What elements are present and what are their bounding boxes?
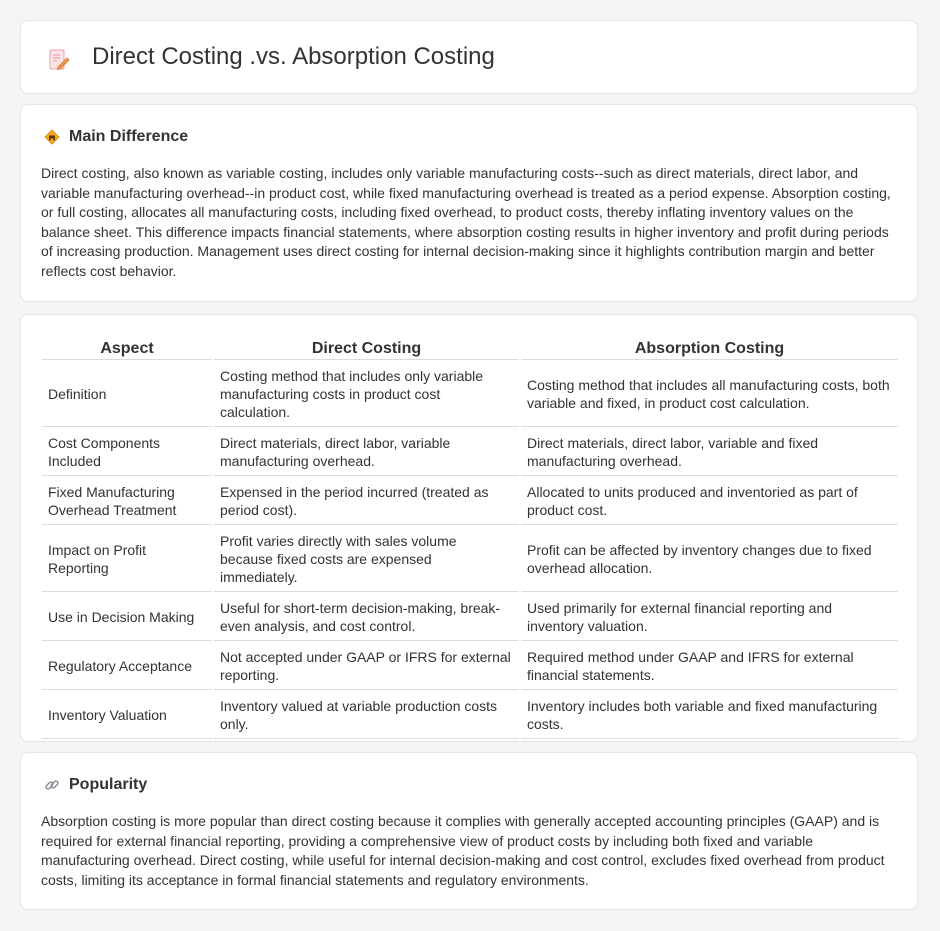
aspect-cell: Cost Components Included (42, 429, 212, 476)
aspect-cell: Regulatory Acceptance (42, 643, 212, 690)
document-pencil-icon (47, 48, 71, 72)
main-difference-section (20, 104, 918, 302)
table-row (42, 643, 898, 690)
diamond-warning-icon (44, 129, 60, 145)
aspect-cell: Definition (42, 362, 212, 427)
direct-costing-cell: Profit varies directly with sales volume because fixed costs are expensed immediately. (214, 527, 519, 592)
direct-costing-cell: Inventory valued at variable production costs only. (214, 692, 519, 739)
link-icon (44, 777, 60, 793)
absorption-costing-cell: Costing method that includes all manufacturing costs, both variable and fixed, in product cost calculation. (521, 362, 898, 427)
absorption-costing-cell: Inventory includes both variable and fixed manufacturing costs. (521, 692, 898, 739)
absorption-costing-cell: Allocated to units produced and inventoried as part of product cost. (521, 478, 898, 525)
table-row (42, 692, 898, 739)
direct-costing-cell: Costing method that includes only variable manufacturing costs in product cost calculation. (214, 362, 519, 427)
absorption-costing-cell: Used primarily for external financial reporting and inventory valuation. (521, 594, 898, 641)
header-direct-costing: Direct Costing (214, 337, 519, 360)
table-row (42, 478, 898, 525)
popularity-heading: Popularity (69, 776, 148, 793)
aspect-cell: Impact on Profit Reporting (42, 527, 212, 592)
direct-costing-cell: Direct materials, direct labor, variable manufacturing overhead. (214, 429, 519, 476)
direct-costing-cell: Expensed in the period incurred (treated as period cost). (214, 478, 519, 525)
aspect-cell: Inventory Valuation (42, 692, 212, 739)
popularity-section (20, 752, 918, 910)
absorption-costing-cell: Required method under GAAP and IFRS for external financial statements. (521, 643, 898, 690)
header-absorption-costing: Absorption Costing (521, 337, 898, 360)
aspect-cell: Fixed Manufacturing Overhead Treatment (42, 478, 212, 525)
absorption-costing-cell: Profit can be affected by inventory changes due to fixed overhead allocation. (521, 527, 898, 592)
absorption-costing-cell: Direct materials, direct labor, variable and fixed manufacturing overhead. (521, 429, 898, 476)
direct-costing-cell: Useful for short-term decision-making, break-even analysis, and cost control. (214, 594, 519, 641)
header-aspect: Aspect (42, 337, 212, 360)
comparison-section (20, 314, 918, 742)
table-row (42, 594, 898, 641)
aspect-cell: Use in Decision Making (42, 594, 212, 641)
table-header-row (42, 337, 898, 360)
popularity-text: Absorption costing is more popular than direct costing because it complies with generally accepted accounting principles (GAAP) and is required for external financial reporting, providing a comprehensive view of product costs by including both fixed and variable manufacturing overhead. Direct costing, while useful for internal decision-making and cost control, excludes fixed overhead from product costs, limiting its acceptance in formal financial statements and regulatory environments. (41, 813, 885, 888)
comparison-table (40, 335, 900, 741)
page-title: Direct Costing .vs. Absorption Costing (92, 43, 495, 70)
main-difference-heading: Main Difference (69, 128, 189, 145)
title-card (20, 20, 918, 94)
table-row (42, 527, 898, 592)
main-difference-text: Direct costing, also known as variable costing, includes only variable manufacturing costs--such as direct materials, direct labor, and variable manufacturing overhead--in product cost, while fixed manufacturing overhead is treated as a period expense. Absorption costing, or full costing, allocates all manufacturing costs, including fixed overhead, to product costs, thereby inflating inventory values on the balance sheet. This difference impacts financial statements, where absorption costing results in higher inventory and profit during periods of increasing production. Management uses direct costing for internal decision-making since it highlights contribution margin and better reflects cost behavior. (41, 165, 891, 279)
table-row (42, 429, 898, 476)
table-row (42, 362, 898, 427)
direct-costing-cell: Not accepted under GAAP or IFRS for external reporting. (214, 643, 519, 690)
